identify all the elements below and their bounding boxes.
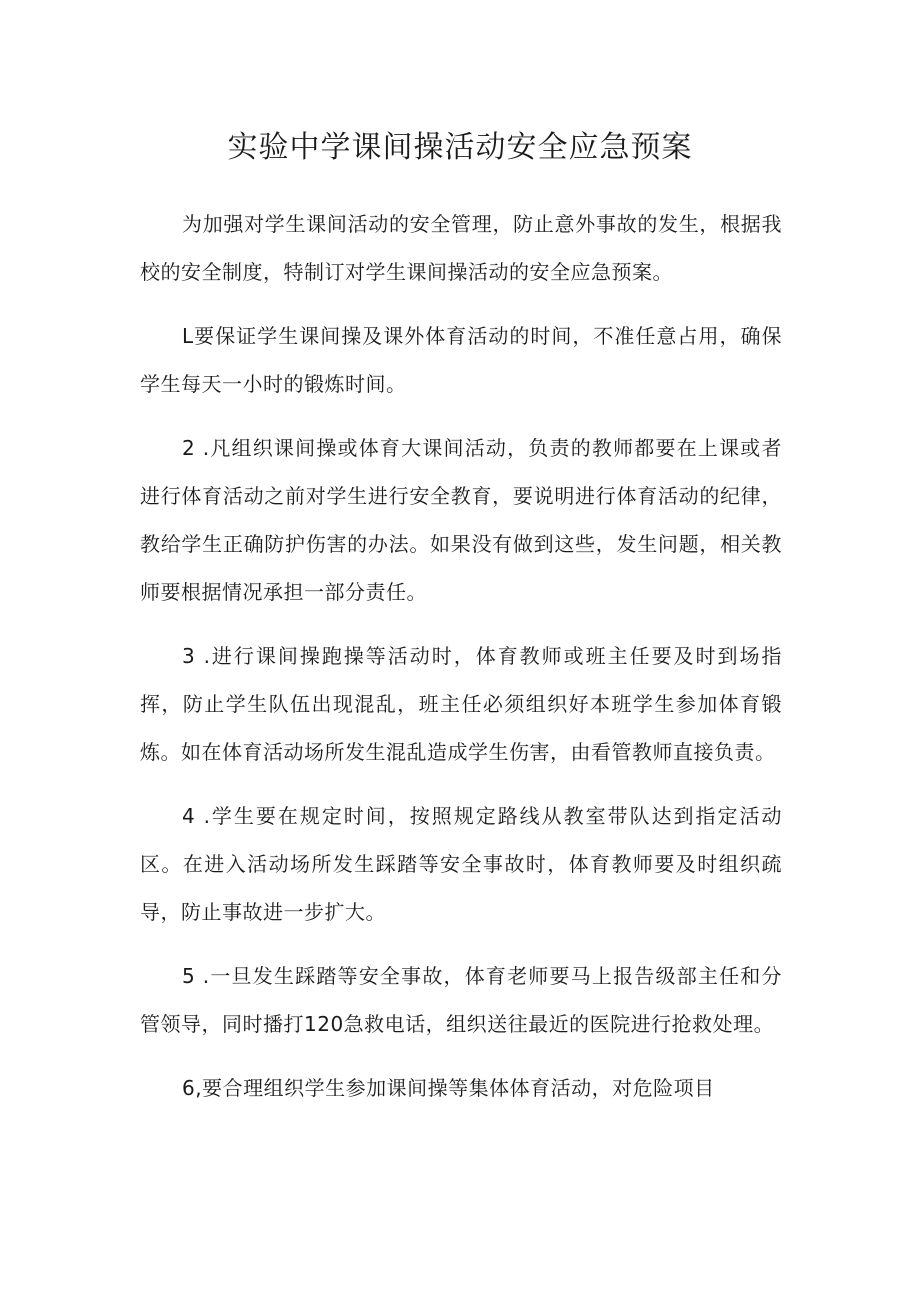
paragraph-item-6: 6,要合理组织学生参加课间操等集体体育活动，对危险项目 — [182, 1076, 715, 1100]
paragraph-item-3: 3 .进行课间操跑操等活动时，体育教师或班主任要及时到场指挥，防止学生队伍出现混乱，班主任必须组织好本班学生参加体育锻炼。如在体育活动场所发生混乱造成学生伤害，由看管教师直接负责。 — [140, 644, 782, 764]
paragraph-intro: 为加强对学生课间活动的安全管理，防止意外事故的发生，根据我校的安全制度，特制订对学生课间操活动的安全应急预案。 — [140, 212, 782, 284]
paragraph-item-5: 5 .一旦发生踩踏等安全事故，体育老师要马上报告级部主任和分管领导，同时播打120急救电话，组织送往最近的医院进行抢救处理。 — [140, 964, 782, 1036]
paragraph-item-4: 4 .学生要在规定时间，按照规定路线从教室带队达到指定活动区。在进入活动场所发生踩踏等安全事故时，体育教师要及时组织疏导，防止事故进一步扩大。 — [140, 804, 782, 924]
paragraph-item-2: 2 .凡组织课间操或体育大课间活动，负责的教师都要在上课或者进行体育活动之前对学生进行安全教育，要说明进行体育活动的纪律，教给学生正确防护伤害的办法。如果没有做到这些，发生问题，相关教师要根据情况承担一部分责任。 — [140, 436, 782, 604]
document-body — [140, 200, 782, 1128]
document-title: 实验中学课间操活动安全应急预案 — [227, 130, 693, 165]
paragraph-item-1: L要保证学生课间操及课外体育活动的时间，不准任意占用，确保学生每天一小时的锻炼时间。 — [140, 324, 782, 396]
